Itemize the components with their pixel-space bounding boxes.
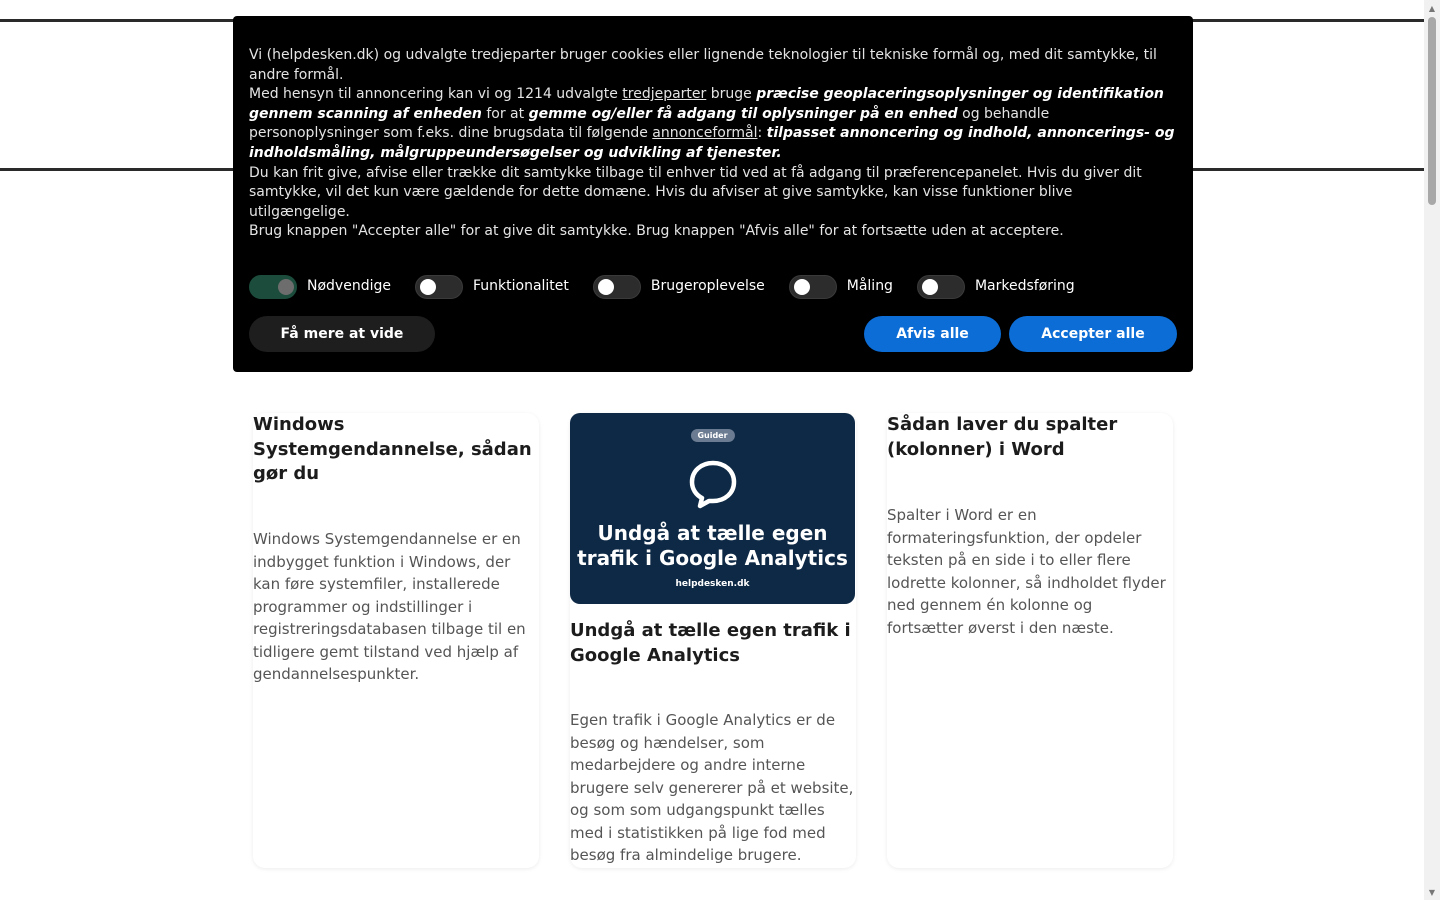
toggle-functionality [415,275,569,299]
cookie-ad-purposes [249,85,1177,163]
toggle-measurement [789,275,893,299]
toggle-knob [278,279,294,295]
cookie-emphasis: gemme og/eller få adgang til oplysninger på en enhed [528,105,958,122]
arrow-down-icon[interactable]: ▼ [1428,887,1436,897]
article-card[interactable] [253,413,539,868]
article-title[interactable]: Windows Systemgendannelse, sådan gør du [253,414,532,485]
marketing-toggle-switch[interactable] [917,275,965,299]
learn-more-button[interactable]: Få mere at vide [249,316,435,352]
arrow-up-icon[interactable]: ▲ [1428,3,1436,13]
cookie-emphasis: tilpasset annoncering og indhold, annoncerings- og indholdsmåling, målgruppeundersøgelser og udvikling af tjenester. [249,125,1175,161]
article-thumbnail[interactable] [570,413,855,604]
article-excerpt: Egen trafik i Google Analytics er de besøg og hændelser, som medarbejdere og andre interne brugere selv genererer på et website, og som som udgangspunkt tælles med i statistikken på lige fod med besøg fra almindelige brugere. [570,711,854,864]
toggle-knob [420,279,436,295]
cookie-withdraw-info: Du kan frit give, afvise eller trække dit samtykke tilbage til enhver tid ved at få adgang til præferencepanelet. Hvis du giver dit samtykke, vil det kun være gældende for dette domæne. Hvis du afviser at give samtykke, kan visse funktioner blive utilgængelige. [249,164,1142,220]
article-title[interactable]: Undgå at tælle egen trafik i Google Analytics [570,620,851,666]
user-experience-toggle-switch[interactable] [593,275,641,299]
functionality-toggle-switch[interactable] [415,275,463,299]
cookie-text-segment: og behandle personoplysninger som f.eks. dine brugsdata til følgende [249,105,1050,142]
thumbnail-site-name: helpdesken.dk [675,579,750,589]
toggle-necessary [249,275,391,299]
toggle-label: Måling [846,278,893,295]
toggle-label: Markedsføring [974,278,1075,295]
toggle-marketing [917,275,1075,299]
article-excerpt: Windows Systemgendannelse er en indbygget funktion i Windows, der kan føre systemfiler, installerede programmer og indstillinger i registreringsdatabasen tilbage til en tidligere gemt tilstand ved hjælp af gendannelsespunkter. [253,530,526,683]
toggle-label: Funktionalitet [472,278,569,295]
speech-bubble-icon [688,459,738,509]
ad-purposes-link[interactable]: annonceformål [652,125,758,142]
cookie-text-segment: bruge [706,86,757,103]
toggle-knob [922,279,938,295]
measurement-toggle-switch[interactable] [789,275,837,299]
toggle-label: Brugeroplevelse [650,278,765,295]
cookie-text-segment: Med hensyn til annoncering kan vi og 1214 udvalgte [249,86,623,103]
cookie-emphasis: præcise geoplaceringsoplysninger og identifikation gennem scanning af enheden [249,86,1164,122]
scrollbar-thumb[interactable] [1428,17,1436,205]
thumbnail-category-badge: Guider [690,429,734,442]
cookie-text-segment: : [757,125,767,142]
necessary-toggle-switch[interactable] [249,275,297,299]
page-scrollbar[interactable] [1424,0,1440,900]
consent-category-toggles [249,274,1177,300]
cookie-consent-banner [233,16,1193,372]
toggle-label: Nødvendige [307,278,391,295]
article-card[interactable] [887,413,1173,868]
cookie-intro: Vi (helpdesken.dk) og udvalgte tredjeparter bruger cookies eller lignende teknologier til tekniske formål og, med dit samtykke, til andre formål. [249,47,1157,83]
cookie-action-buttons [249,316,1177,352]
cookie-text-segment: for at [481,105,529,122]
toggle-knob [794,279,810,295]
article-excerpt: Spalter i Word er en formateringsfunktion, der opdeler teksten på en side i to eller flere lodrette kolonner, så indholdet flyder ned gennem én kolonne og fortsætter øverst i den næste. [887,506,1166,637]
article-card[interactable] [570,413,856,868]
third-parties-link[interactable]: tredjeparter [622,86,707,103]
reject-all-button[interactable]: Afvis alle [864,316,1001,352]
toggle-user-experience [593,275,765,299]
cookie-consent-text [249,46,1177,242]
accept-all-button[interactable]: Accepter alle [1009,316,1177,352]
toggle-knob [598,279,614,295]
thumbnail-title: Undgå at tælle egen trafik i Google Analytics [577,521,848,570]
article-title[interactable]: Sådan laver du spalter (kolonner) i Word [887,414,1118,460]
cookie-button-info: Brug knappen "Accepter alle" for at give dit samtykke. Brug knappen "Afvis alle" for at fortsætte uden at acceptere. [249,223,1064,240]
